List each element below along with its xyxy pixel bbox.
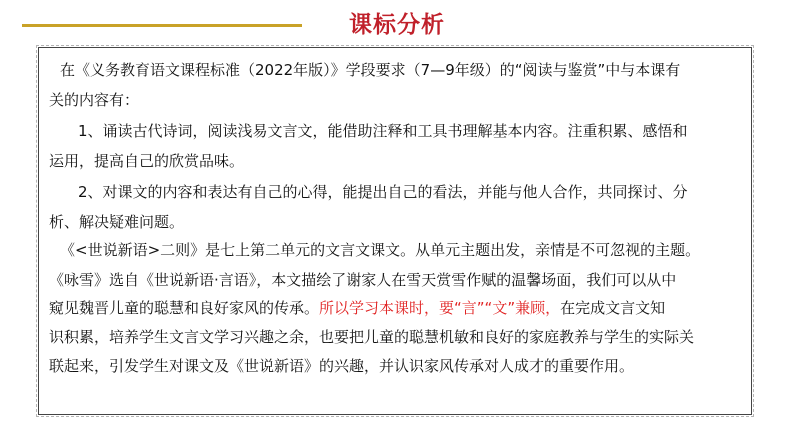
analysis-line-4: 识积累，培养学生文言文学习兴趣之余，也要把儿童的聪慧机敏和良好的家庭教养与学生的实际关 (49, 328, 695, 346)
standard-item-1-line-2: 运用，提高自己的欣赏品味。 (49, 152, 245, 170)
analysis-line-5: 联起来，引发学生对课文及《世说新语》的兴趣，并认识家风传承对人成才的重要作用。 (49, 357, 635, 375)
standard-item-1-line-1: 1、诵读古代诗词，阅读浅易文言文，能借助注释和工具书理解基本内容。注重积累、感悟和 (78, 122, 688, 140)
standard-item-2-line-1: 2、对课文的内容和表达有自己的心得，能提出自己的看法，并能与他人合作，共同探讨、分 (78, 183, 688, 201)
slide-title: 课标分析 (349, 12, 445, 38)
intro-line-1: 在《义务教育语文课程标准（2022年版）》学段要求（7—9年级）的“阅读与鉴赏”中与本课有 (60, 61, 681, 79)
analysis-line-3-tail: 在完成文言文知 (560, 299, 666, 317)
analysis-line-3-text: 窥见魏晋儿童的聪慧和良好家风的传承。 (49, 299, 320, 317)
analysis-line-2: 《咏雪》选自《世说新语·言语》，本文描绘了谢家人在雪天赏雪作赋的温馨场面，我们可以从中 (49, 271, 677, 289)
intro-line-2: 关的内容有： (49, 91, 140, 109)
analysis-line-3 (49, 294, 749, 323)
highlighted-teaching-focus: 所以学习本课时，要“言”“文”兼顾， (319, 299, 561, 317)
standard-item-2-line-2: 析、解决疑难问题。 (49, 213, 185, 231)
analysis-line-1: 《<世说新语>二则》是七上第二单元的文言文课文。从单元主题出发，亲情是不可忽视的主题。 (60, 241, 701, 259)
